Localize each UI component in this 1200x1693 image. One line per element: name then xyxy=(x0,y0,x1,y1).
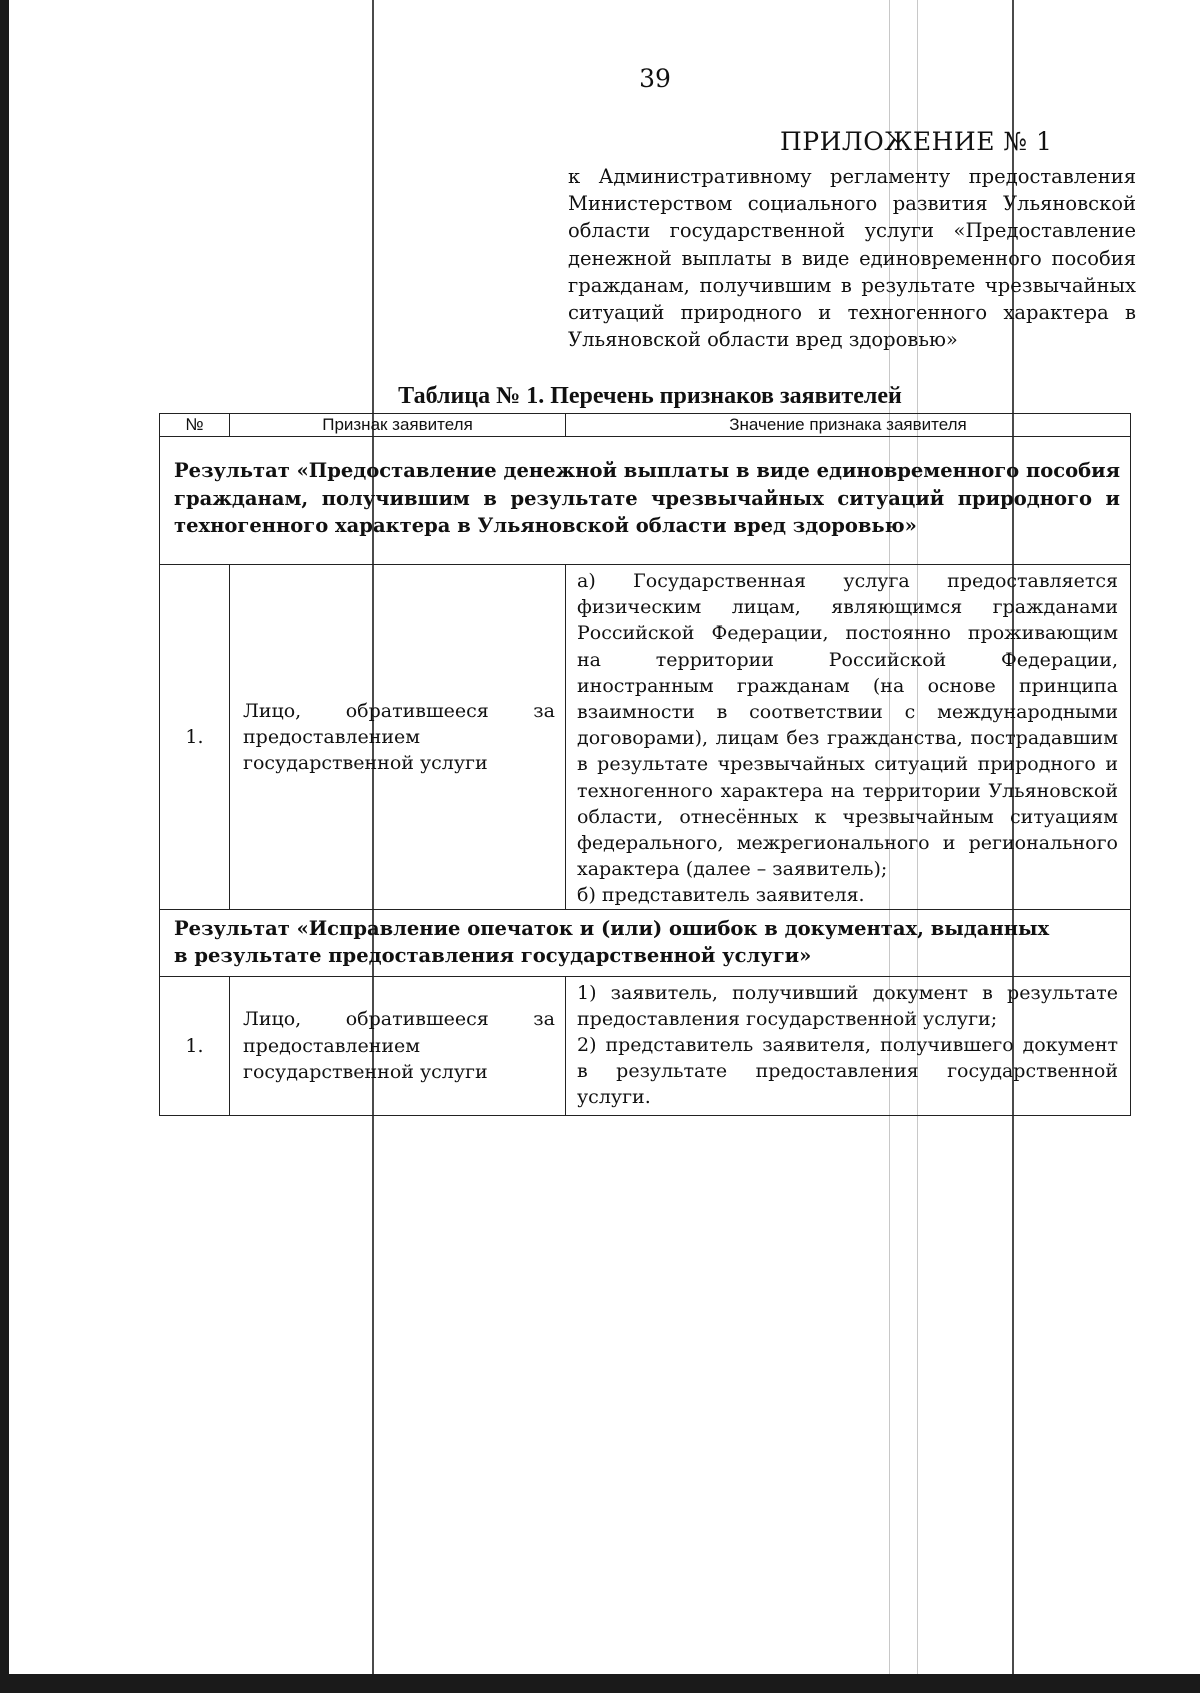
row-sign-line: государственной услуги xyxy=(243,1060,488,1083)
result-heading: Результат «Предоставление денежной выплаты в виде единовременного пособия гражданам, получившим в результате чрезвычайных ситуаций природного и техногенного характера в Ульяновской области вред здоровью» xyxy=(160,437,1131,565)
appendix-text: к Административному регламенту предоставления Министерством социального развития Ульяновской области государственной услуги «Предоставление денежной выплаты в виде единовременного пособия гражданам, получившим в результате чрезвычайных ситуаций природного и техногенного характера в Ульяновской области вред здоровью» xyxy=(568,165,1136,352)
row-value-line: в результате предоставления государственной xyxy=(577,1060,1118,1083)
table-caption: Таблица № 1. Перечень признаков заявителей xyxy=(398,383,902,409)
row-sign xyxy=(230,976,566,1115)
result-heading xyxy=(160,909,1131,976)
row-value-line: физическим лицам, являющимся гражданами xyxy=(577,596,1118,619)
row-value-line: характера (далее – заявитель); xyxy=(577,858,888,881)
row-value-line: области, отнесённых к чрезвычайным ситуациям xyxy=(577,805,1118,828)
scan-edge-bottom xyxy=(0,1674,1200,1693)
row-sign-line: предоставлением xyxy=(243,1034,421,1057)
applicant-features-table xyxy=(159,413,1131,1116)
row-value-line: взаимности в соответствии с международными xyxy=(577,701,1118,724)
row-sign-line: Лицо, обратившееся за xyxy=(243,1008,555,1031)
row-value xyxy=(566,976,1131,1115)
row-number: 1. xyxy=(160,565,230,910)
row-number: 1. xyxy=(160,976,230,1115)
row-value-line: техногенного характера на территории Ульяновской xyxy=(577,779,1118,802)
row-value-line: в результате чрезвычайных ситуаций природного и xyxy=(577,753,1118,776)
row-value-line: федерального, межрегионального и регионального xyxy=(577,832,1118,855)
row-value-line: 1) заявитель, получивший документ в результате xyxy=(577,981,1118,1004)
table-row xyxy=(160,976,1131,1115)
header-sign: Признак заявителя xyxy=(230,414,566,437)
row-value xyxy=(566,565,1131,910)
result-heading-line: в результате предоставления государственной услуги» xyxy=(174,944,812,968)
row-value-line: на территории Российской Федерации, xyxy=(577,648,1118,671)
appendix-title: ПРИЛОЖЕНИЕ № 1 xyxy=(780,127,1053,156)
row-value-line: услуги. xyxy=(577,1086,651,1109)
row-sign xyxy=(230,565,566,910)
row-value-line: иностранным гражданам (на основе принципа xyxy=(577,674,1118,697)
result-row xyxy=(160,909,1131,976)
row-sign-line: предоставлением xyxy=(243,725,421,748)
row-sign-line: Лицо, обратившееся за xyxy=(243,699,555,722)
row-sign-line: государственной услуги xyxy=(243,751,488,774)
row-value-line: а) Государственная услуга предоставляется xyxy=(577,570,1118,592)
scan-edge-left xyxy=(0,0,9,1693)
row-value-line: предоставления государственной услуги; xyxy=(577,1007,998,1030)
table-header-row xyxy=(160,414,1131,437)
header-value: Значение признака заявителя xyxy=(566,414,1131,437)
result-heading-line: Результат «Исправление опечаток и (или) ошибок в документах, выданных xyxy=(174,916,1050,940)
result-row xyxy=(160,437,1131,565)
page-number: 39 xyxy=(639,64,671,93)
row-value-line: договорами), лицам без гражданства, пострадавшим xyxy=(577,727,1118,750)
table-row xyxy=(160,565,1131,910)
row-value-line: 2) представитель заявителя, получившего документ xyxy=(577,1034,1118,1057)
header-number: № xyxy=(160,414,230,437)
row-value-line: Российской Федерации, постоянно проживающим xyxy=(577,622,1118,645)
row-value-line: б) представитель заявителя. xyxy=(577,884,865,907)
